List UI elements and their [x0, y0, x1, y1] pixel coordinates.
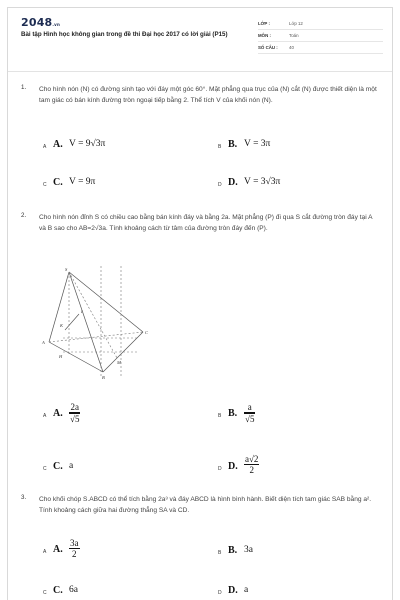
meta-subject: MÔN : Toán	[258, 30, 383, 42]
worksheet-page	[7, 7, 393, 600]
question-1: 1. Cho hình nón (N) có đường sinh tạo với đáy một góc 60°. Mặt phẳng qua trục của (N) cắt (N) được thiết diện là một tam giác có bán kính đường tròn ngoại tiếp bằng 2. Thể tích V của khối nón (N). A A. V = 9√3π B B. V = 3π C C. V = 9π D D. V = 3√3π	[21, 84, 381, 174]
question-2-options: A A. $\frac{2a}{√5}$ B B. $\frac{a}{√5}$ C C. a D D. $\frac{a√2}{2}$	[43, 402, 259, 475]
brand-logo[interactable]: 2048.vn	[21, 16, 60, 29]
edge-sa	[49, 272, 69, 342]
worksheet-meta	[258, 18, 383, 54]
label-a: A	[42, 340, 45, 345]
label-b: B	[102, 375, 105, 380]
meta-question-count: SỐ CÂU : 40	[258, 42, 383, 54]
question-3: 3. Cho khối chóp S.ABCD có thể tích bằng 2a³ và đáy ABCD là hình bình hành. Biết diện tích tam giác SAB bằng a². Tính khoảng cách giữa hai đường thẳng SA và CD. A A. $\frac{3a}{2}$ B B. 3a C C. 6a D D. a	[21, 494, 381, 600]
meta-grade: LỚP : Lớp 12	[258, 18, 383, 30]
label-h: H	[59, 354, 63, 359]
pyramid-figure	[35, 266, 175, 388]
segment-sm	[69, 272, 117, 358]
edge-sb	[69, 272, 103, 372]
label-k: K	[60, 323, 64, 328]
question-text: Cho khối chóp S.ABCD có thể tích bằng 2a³ và đáy ABCD là hình bình hành. Biết diện tích tam giác SAB bằng a². Tính khoảng cách giữa hai đường thẳng SA và CD.	[39, 496, 372, 514]
header-divider	[8, 71, 392, 72]
label-c: C	[145, 330, 149, 335]
worksheet-header	[21, 16, 381, 62]
question-2: 2. Cho hình nón đỉnh S có chiều cao bằng bán kính đáy và bằng 2a. Mặt phẳng (P) đi qua S cắt đường tròn đáy tại A và B sao cho AB=2√3a. Tính khoảng cách từ tâm của đường tròn đáy đến (P).	[21, 212, 381, 492]
label-i: I	[81, 309, 83, 314]
edge-ac-hidden	[49, 332, 143, 342]
question-text: Cho hình nón đỉnh S có chiều cao bằng bán kính đáy và bằng 2a. Mặt phẳng (P) đi qua S cắt đường tròn đáy tại A và B sao cho AB=2√3a. Tính khoảng cách từ tâm của đường tròn đáy đến (P).	[39, 214, 373, 232]
segment-hk	[65, 314, 79, 330]
edge-ab	[49, 342, 103, 372]
question-text: Cho hình nón (N) có đường sinh tạo với đáy một góc 60°. Mặt phẳng qua trục của (N) cắt (N) được thiết diện là một tam giác có bán kính đường tròn ngoại tiếp bằng 2. Thể tích V của khối nón (N).	[39, 86, 377, 104]
label-m: M	[117, 360, 121, 365]
page-title: Bài tập Hình học không gian trong đề thi Đại học 2017 có lời giải (P15)	[21, 31, 228, 38]
label-s: S	[65, 267, 68, 272]
edge-sc	[69, 272, 143, 332]
